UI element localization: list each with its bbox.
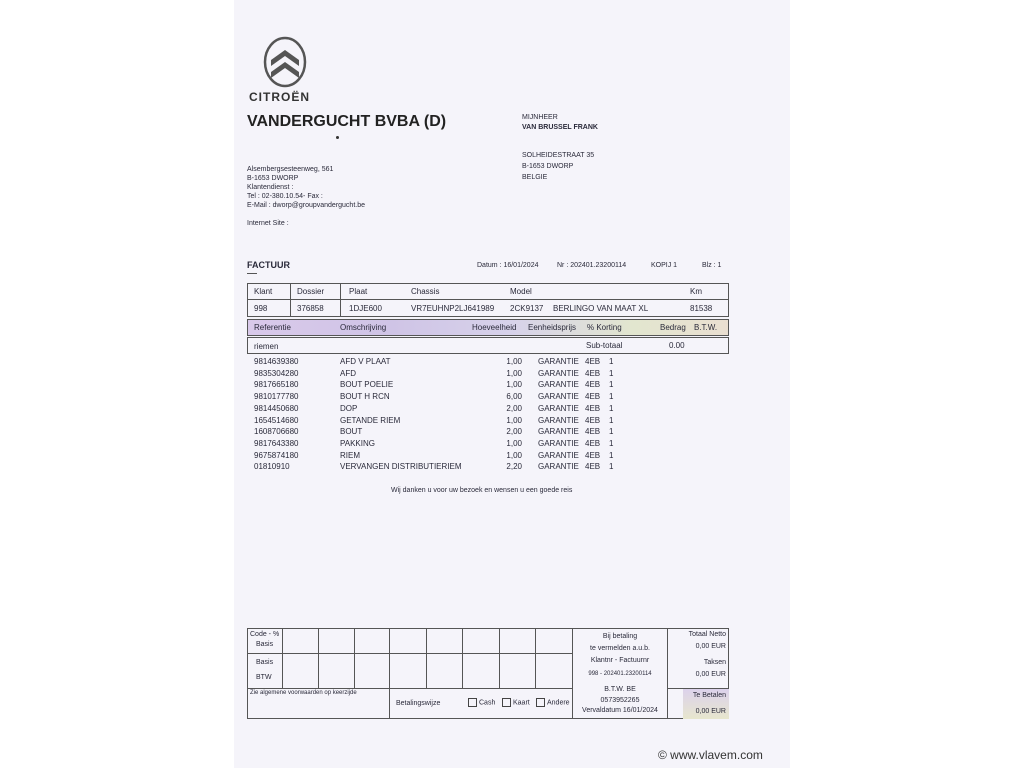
line-price: GARANTIE — [538, 357, 579, 366]
line-qty: 2,00 — [506, 403, 522, 413]
company-name: VANDERGUCHT BVBA (D) — [247, 113, 447, 130]
btw-label: B.T.W. BE — [604, 686, 636, 693]
line-code: 4EB — [585, 357, 601, 366]
line-btw: 1 — [609, 380, 614, 390]
lines-header-btw: B.T.W. — [694, 323, 718, 332]
vehicle-km: 81538 — [690, 304, 713, 313]
te-betalen-label: Te Betalen — [692, 692, 726, 699]
lines-header-hoeveelheid: Hoeveelheid — [472, 323, 517, 332]
vehicle-chassis: VR7EUHNP2LJ641989 — [411, 304, 495, 313]
line-ref: 9814639380 — [254, 357, 299, 366]
payment-cash[interactable] — [462, 698, 495, 707]
vehicle-header-klant: Klant — [254, 287, 273, 296]
line-btw: 1 — [609, 392, 614, 402]
due-date: Vervaldatum 16/01/2024 — [582, 707, 658, 714]
watermark: © www.vlavem.com — [658, 748, 763, 762]
vehicle-table-divider — [247, 299, 729, 300]
vehicle-header-chassis: Chassis — [411, 287, 440, 296]
line-btw: 1 — [609, 462, 614, 472]
footer-grid-col-sep — [318, 628, 319, 688]
line-desc: AFD V PLAAT — [340, 357, 391, 366]
footer-grid-col-sep — [282, 628, 283, 688]
line-price: GARANTIE — [538, 462, 579, 472]
btw-number: 0573952265 — [600, 697, 640, 704]
sender-service: Klantendienst : — [247, 184, 294, 191]
doc-type-underline — [247, 273, 257, 274]
line-price: GARANTIE — [538, 427, 579, 437]
sender-city: B-1653 DWORP — [247, 175, 299, 182]
line-ref: 9810177780 — [254, 392, 299, 402]
line-btw: 1 — [609, 403, 614, 413]
doc-type: FACTUUR — [247, 260, 290, 270]
sender-email: E-Mail : dworp@groupvandergucht.be — [247, 202, 366, 209]
citroen-logo-icon — [263, 36, 307, 88]
line-ref: 9675874180 — [254, 450, 299, 460]
kaart-checkbox[interactable] — [502, 698, 511, 707]
footer-col-sep — [389, 688, 390, 719]
vehicle-model: BERLINGO VAN MAAT XL — [553, 304, 649, 313]
payment-ref-3: Klantnr - Factuurnr — [590, 657, 650, 664]
line-desc: PAKKING — [340, 438, 375, 448]
line-price: GARANTIE — [538, 450, 579, 460]
line-ref: 1608706680 — [254, 427, 299, 437]
decorative-dot — [336, 136, 339, 139]
sender-site: Internet Site : — [247, 220, 289, 227]
line-desc: RIEM — [340, 450, 360, 460]
vehicle-klant: 998 — [254, 304, 268, 313]
te-betalen-value: 0,00 EUR — [695, 708, 726, 715]
kaart-label: Kaart — [513, 699, 530, 707]
doc-date: Datum : 16/01/2024 — [477, 262, 539, 269]
line-desc: BOUT H RCN — [340, 392, 390, 402]
line-price: GARANTIE — [538, 368, 579, 378]
line-price: GARANTIE — [538, 380, 579, 390]
footer-basis2: Basis — [256, 659, 274, 666]
vehicle-col-sep — [340, 283, 341, 317]
recipient-salutation: MIJNHEER — [522, 114, 558, 121]
line-code: 4EB — [585, 450, 601, 460]
taksen-label: Taksen — [703, 659, 726, 666]
vehicle-code: 2CK9137 — [510, 304, 544, 313]
line-ref: 9835304280 — [254, 368, 299, 378]
line-code: 4EB — [585, 403, 601, 413]
lines-header-bedrag: Bedrag — [660, 323, 686, 332]
subtotal-label: Sub-totaal — [586, 341, 623, 350]
line-desc: DOP — [340, 403, 358, 413]
vehicle-header-km: Km — [690, 287, 702, 296]
line-desc: BOUT POELIE — [340, 380, 394, 390]
cash-label: Cash — [479, 699, 496, 707]
doc-copy: KOPIJ 1 — [651, 262, 678, 269]
line-btw: 1 — [609, 415, 614, 425]
andere-label: Andere — [547, 699, 570, 707]
payment-ref-2: te vermelden a.u.b. — [590, 645, 650, 652]
line-qty: 1,00 — [506, 380, 522, 390]
line-ref: 1654514680 — [254, 415, 299, 425]
footer-grid-col-sep — [354, 628, 355, 688]
payment-ref-4: 998 - 202401.23200114 — [588, 671, 652, 677]
line-btw: 1 — [609, 368, 614, 378]
line-qty: 1,00 — [506, 357, 522, 366]
line-desc: BOUT — [340, 427, 363, 437]
payment-ref-1: Bij betaling — [602, 633, 638, 640]
payment-andere[interactable] — [530, 698, 570, 707]
line-desc: VERVANGEN DISTRIBUTIERIEM — [340, 462, 462, 472]
lines-header-referentie: Referentie — [254, 323, 291, 332]
brand-name: CITROËN — [249, 90, 310, 104]
line-code: 4EB — [585, 380, 601, 390]
footer-terms: Zie algemene voorwaarden op keerzijde — [250, 690, 357, 696]
line-qty: 1,00 — [506, 450, 522, 460]
doc-page: Blz : 1 — [702, 262, 722, 269]
line-desc: AFD — [340, 368, 356, 378]
line-code: 4EB — [585, 368, 601, 378]
total-netto-label: Totaal Netto — [688, 631, 726, 638]
line-price: GARANTIE — [538, 415, 579, 425]
vehicle-dossier: 376858 — [297, 304, 324, 313]
recipient-city: B-1653 DWORP — [522, 163, 574, 170]
total-netto-value: 0,00 EUR — [695, 643, 726, 650]
section-label: riemen — [254, 342, 279, 351]
subtotal-value: 0.00 — [669, 341, 685, 350]
footer-row-sep — [247, 688, 572, 689]
footer-grid-col-sep — [389, 628, 390, 688]
vehicle-header-dossier: Dossier — [297, 287, 325, 296]
line-code: 4EB — [585, 427, 601, 437]
footer-row-sep — [247, 653, 572, 654]
lines-header-korting: % Korting — [587, 323, 622, 332]
recipient-country: BELGIE — [522, 174, 548, 181]
line-price: GARANTIE — [538, 403, 579, 413]
footer-grid-col-sep — [535, 628, 536, 688]
sender-address: Alsembergsesteenweg, 561 — [247, 166, 334, 173]
line-code: 4EB — [585, 415, 601, 425]
lines-header-omschrijving: Omschrijving — [340, 323, 387, 332]
cash-checkbox[interactable] — [468, 698, 477, 707]
line-btw: 1 — [609, 427, 614, 437]
line-qty: 1,00 — [506, 438, 522, 448]
line-qty: 1,00 — [506, 415, 522, 425]
line-price: GARANTIE — [538, 392, 579, 402]
line-ref: 9814450680 — [254, 403, 299, 413]
taksen-value: 0,00 EUR — [695, 671, 726, 678]
vehicle-header-plaat: Plaat — [349, 287, 368, 296]
line-code: 4EB — [585, 392, 601, 402]
footer-grid-col-sep — [499, 628, 500, 688]
thanks-message: Wij danken u voor uw bezoek en wensen u een goede reis — [391, 487, 573, 494]
andere-checkbox[interactable] — [536, 698, 545, 707]
vehicle-plaat: 1DJE600 — [349, 304, 382, 313]
footer-basis-label: Basis — [256, 641, 274, 648]
section-row — [247, 337, 729, 354]
line-code: 4EB — [585, 438, 601, 448]
footer-grid-col-sep — [426, 628, 427, 688]
footer-code-label: Code - % — [250, 631, 280, 638]
line-code: 4EB — [585, 462, 601, 472]
line-desc: GETANDE RIEM — [340, 415, 401, 425]
line-btw: 1 — [609, 450, 614, 460]
footer-btw: BTW — [256, 674, 272, 681]
recipient-street: SOLHEIDESTRAAT 35 — [522, 152, 595, 159]
line-qty: 6,00 — [506, 392, 522, 402]
line-ref: 01810910 — [254, 462, 290, 472]
line-qty: 1,00 — [506, 368, 522, 378]
line-btw: 1 — [609, 438, 614, 448]
footer-grid-col-sep — [462, 628, 463, 688]
doc-number: Nr : 202401.23200114 — [557, 262, 627, 269]
payment-kaart[interactable] — [496, 698, 530, 707]
line-qty: 2,20 — [506, 462, 522, 472]
recipient-name: VAN BRUSSEL FRANK — [522, 124, 598, 131]
line-qty: 2,00 — [506, 427, 522, 437]
sender-tel: Tel : 02-380.10.54- Fax : — [247, 193, 323, 200]
lines-header-eenheidsprijs: Eenheidsprijs — [528, 323, 577, 332]
vehicle-col-sep — [290, 283, 291, 317]
line-btw: 1 — [609, 357, 614, 366]
line-price: GARANTIE — [538, 438, 579, 448]
line-ref: 9817665180 — [254, 380, 299, 390]
betalingswijze-label: Betalingswijze — [396, 700, 441, 707]
vehicle-header-model: Model — [510, 287, 532, 296]
line-ref: 9817643380 — [254, 438, 299, 448]
